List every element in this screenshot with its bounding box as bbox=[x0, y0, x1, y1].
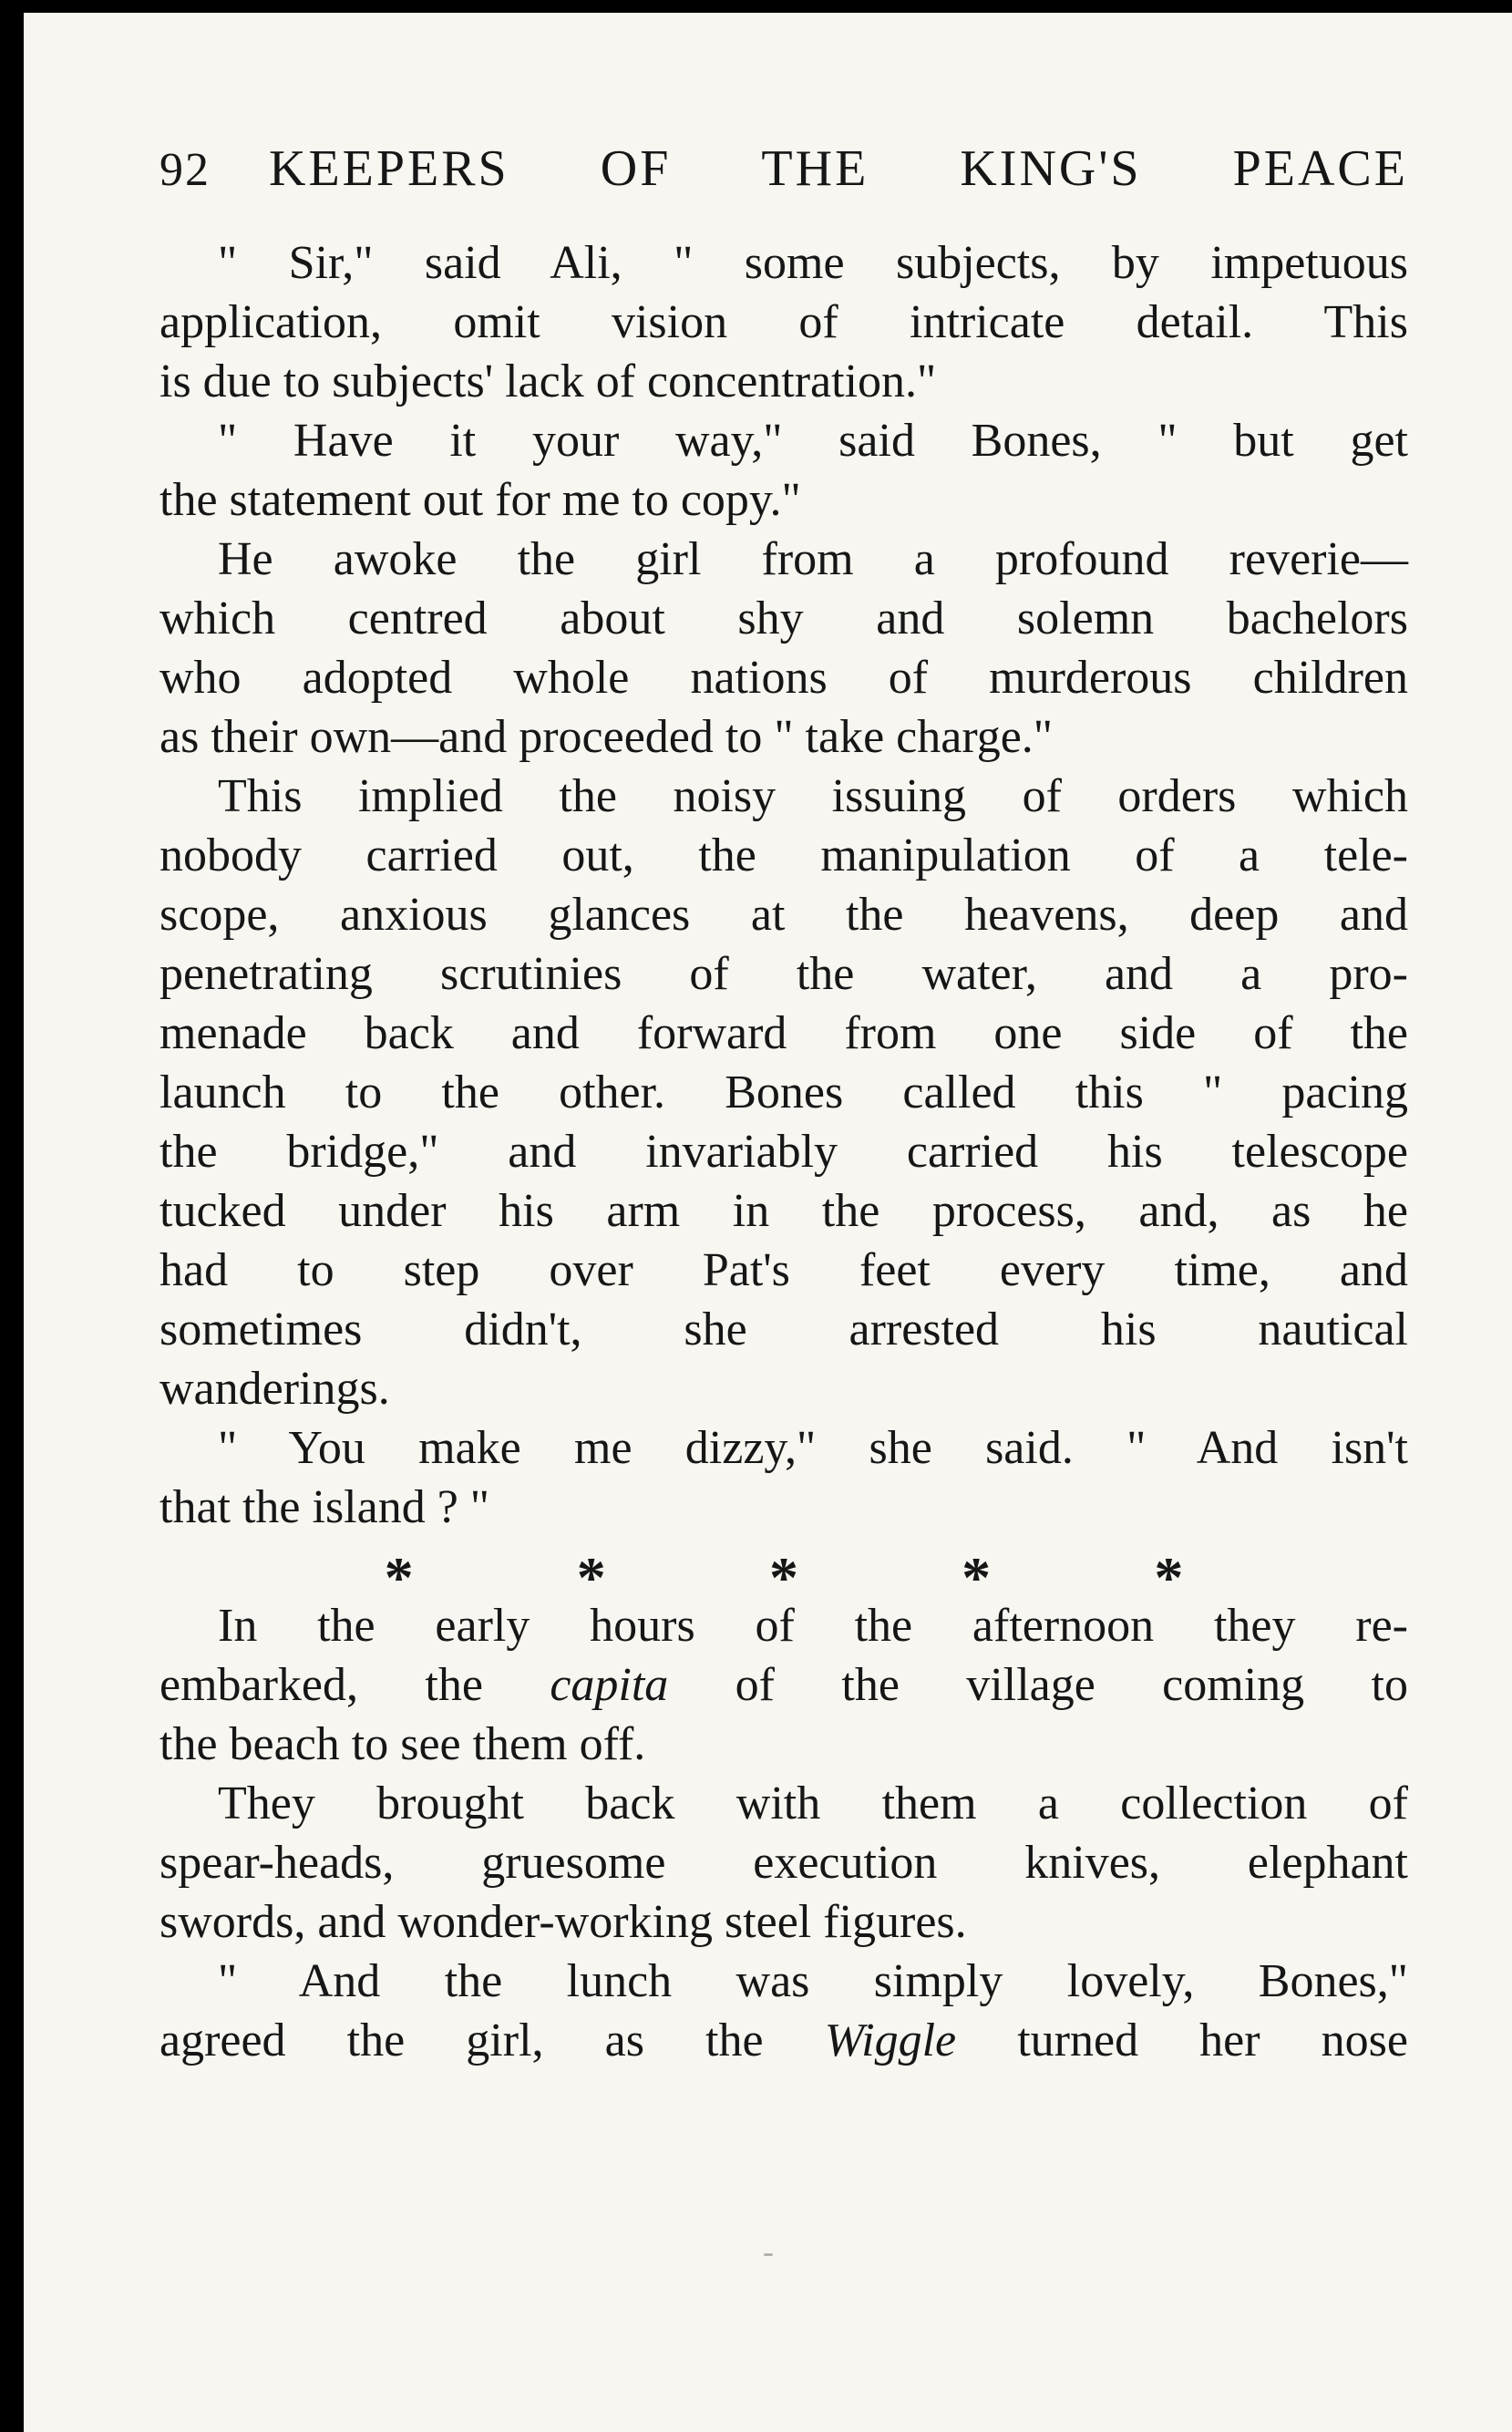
paragraph-line: " Have it your way," said Bones, " but get bbox=[218, 415, 1408, 467]
paragraph bbox=[159, 1774, 1408, 1952]
paragraph-line: the statement out for me to copy." bbox=[159, 474, 801, 526]
paragraph-line: the beach to see them off. bbox=[159, 1718, 646, 1770]
asterisk-glyph: * bbox=[1154, 1544, 1184, 1610]
paragraph-line: " You make me dizzy," she said. " And isn't bbox=[218, 1422, 1408, 1474]
asterisk-glyph: * bbox=[384, 1544, 414, 1610]
scan-border-top bbox=[0, 0, 1512, 13]
paragraph-line: application, omit vision of intricate detail. This bbox=[159, 296, 1408, 348]
paragraph-line: embarked, the capita of the village coming to bbox=[159, 1659, 1408, 1711]
paragraph-line: launch to the other. Bones called this " pacing bbox=[159, 1067, 1408, 1118]
paragraph-line: who adopted whole nations of murderous children bbox=[159, 652, 1408, 704]
paragraph bbox=[159, 530, 1408, 767]
paragraph-line: agreed the girl, as the Wiggle turned her nose bbox=[159, 2015, 1408, 2066]
italic-text: capita bbox=[550, 1659, 669, 1711]
paragraph-line: This implied the noisy issuing of orders which bbox=[218, 770, 1408, 822]
paragraph bbox=[159, 233, 1408, 411]
paragraph-line: spear-heads, gruesome execution knives, elephant bbox=[159, 1837, 1408, 1889]
paragraph-line: scope, anxious glances at the heavens, deep and bbox=[159, 889, 1408, 941]
paragraph-line: wanderings. bbox=[159, 1363, 390, 1415]
paragraph-line: " And the lunch was simply lovely, Bones," bbox=[218, 1955, 1408, 2007]
italic-text: Wiggle bbox=[824, 2015, 957, 2066]
paragraph-line: swords, and wonder-working steel figures. bbox=[159, 1896, 967, 1948]
paragraph bbox=[159, 1418, 1408, 1537]
paragraph-line: " Sir," said Ali, " some subjects, by impetuous bbox=[218, 237, 1408, 289]
section-separator bbox=[384, 1537, 1184, 1610]
paragraph-line: penetrating scrutinies of the water, and a pro- bbox=[159, 948, 1408, 1000]
paragraph-line: that the island ? " bbox=[159, 1481, 490, 1533]
paragraph bbox=[159, 1596, 1408, 1774]
page-number: 92 bbox=[159, 144, 211, 196]
text-block bbox=[159, 137, 1408, 2070]
paragraph bbox=[159, 1952, 1408, 2070]
paragraph-line: nobody carried out, the manipulation of a tele- bbox=[159, 830, 1408, 881]
scan-artifact bbox=[764, 2253, 773, 2256]
paragraph-line: the bridge," and invariably carried his telescope bbox=[159, 1126, 1408, 1178]
paragraph-line: which centred about shy and solemn bachelors bbox=[159, 593, 1408, 644]
paragraph-line: menade back and forward from one side of the bbox=[159, 1007, 1408, 1059]
paragraph-line: is due to subjects' lack of concentration." bbox=[159, 356, 937, 407]
paragraph bbox=[159, 411, 1408, 530]
paragraph-line: sometimes didn't, she arrested his nautical bbox=[159, 1304, 1408, 1355]
paragraph bbox=[159, 767, 1408, 1418]
paragraph-line: In the early hours of the afternoon they re- bbox=[218, 1600, 1408, 1652]
asterisk-glyph: * bbox=[962, 1544, 992, 1610]
paragraph-line: had to step over Pat's feet every time, and bbox=[159, 1244, 1408, 1296]
paragraphs-container bbox=[159, 233, 1408, 2070]
asterisk-glyph: * bbox=[768, 1544, 798, 1610]
paragraph-line: as their own—and proceeded to " take charge." bbox=[159, 711, 1054, 763]
asterisk-glyph: * bbox=[576, 1544, 606, 1610]
paragraph-line: They brought back with them a collection of bbox=[218, 1778, 1408, 1829]
paragraph-line: He awoke the girl from a profound reverie— bbox=[218, 533, 1408, 585]
paragraph-line: tucked under his arm in the process, and, as he bbox=[159, 1185, 1408, 1237]
page-header bbox=[159, 137, 1408, 202]
running-title: KEEPERS OF THE KING'S PEACE bbox=[269, 140, 1408, 197]
scan-border-left bbox=[0, 0, 24, 2432]
